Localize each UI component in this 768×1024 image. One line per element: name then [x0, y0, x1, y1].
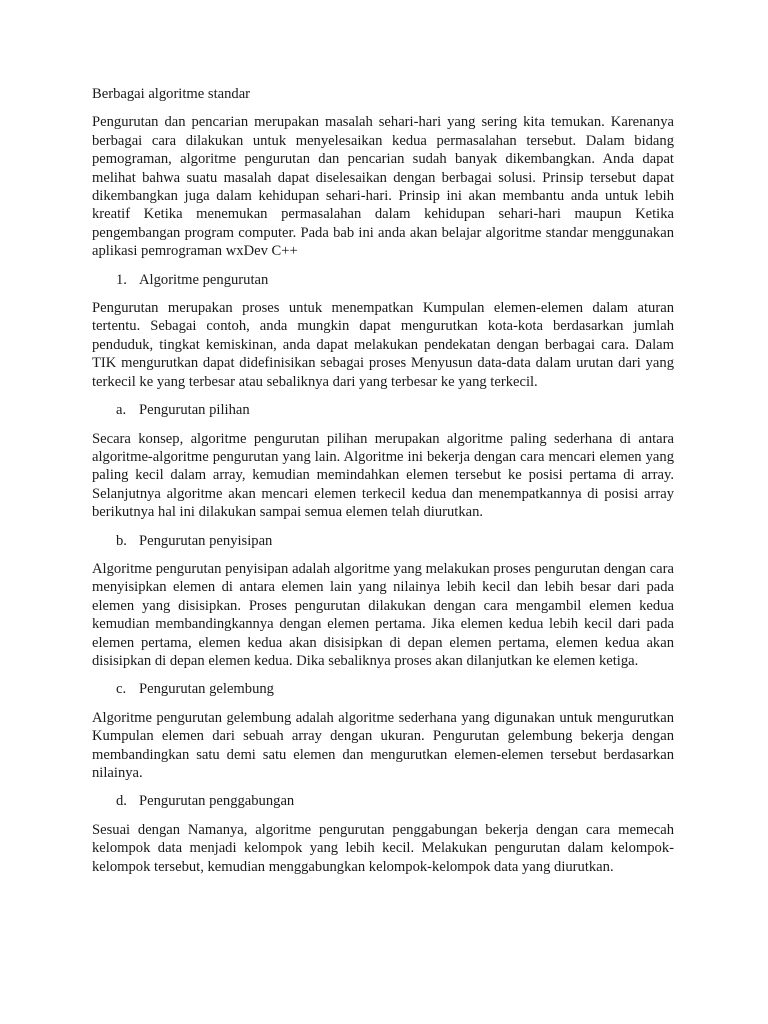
subsection-heading-penggabungan [92, 792, 674, 810]
subsection-paragraph: Algoritme pengurutan gelembung adalah algoritme sederhana yang digunakan untuk mengurutkan Kumpulan elemen dari sebuah array dengan ukuran. Pengurutan gelembung bekerja dengan membandingkan satu demi satu elemen dan mengurutkan elemen-elemen tersebut berdasarkan nilainya. [92, 709, 674, 781]
subsection-heading-penyisipan [92, 532, 674, 550]
subsection-marker: c. [116, 681, 127, 698]
document-title: Berbagai algoritme standar [92, 86, 251, 102]
subsection-marker: d. [116, 793, 127, 810]
subsection-heading-pilihan [92, 401, 674, 419]
document-page [92, 85, 674, 886]
section-paragraph: Pengurutan merupakan proses untuk menempatkan Kumpulan elemen-elemen dalam aturan tertentu. Sebagai contoh, anda mungkin dapat mengurutkan kota-kota berdasarkan jumlah penduduk, tingkat kemiskinan, anda dapat melakukan pendekatan dengan berbagai cara. Dalam TIK mengurutkan dapat didefinisikan sebagai proses Menyusun data-data dalam urutan dari yang terkecil ke yang terbesar atau sebaliknya dari yang terbesar ke yang terkecil. [92, 300, 674, 390]
subsection-paragraph: Sesuai dengan Namanya, algoritme pengurutan penggabungan bekerja dengan cara memecah kelompok data menjadi kelompok yang lebih kecil. Melakukan pengurutan dalam kelompok-kelompok tersebut, kemudian menggabungkan kelompok-kelompok data yang diurutkan. [92, 821, 674, 875]
subsection-heading-text: Pengurutan penggabungan [139, 793, 295, 810]
subsection-paragraph: Secara konsep, algoritme pengurutan pilihan merupakan algoritme paling sederhana di antara algoritme-algoritme pengurutan yang lain. Algoritme ini bekerja dengan cara mencari elemen yang paling kecil dalam array, kemudian memindahkan elemen tersebut ke posisi pertama di array. Selanjutnya algoritme akan mencari elemen terkecil kedua dan menempatkannya di posisi array berikutnya hal ini dilakukan sampai semua elemen telah diurutkan. [92, 430, 674, 521]
subsection-marker: a. [116, 402, 127, 419]
subsection-marker: b. [116, 532, 127, 549]
subsection-heading-text: Pengurutan gelembung [139, 681, 274, 698]
section-heading-algoritme-pengurutan [92, 271, 674, 289]
section-heading-text: Algoritme pengurutan [139, 271, 269, 288]
subsection-heading-text: Pengurutan penyisipan [139, 532, 273, 549]
subsection-heading-gelembung [92, 680, 674, 698]
section-number: 1. [116, 271, 127, 288]
subsection-paragraph: Algoritme pengurutan penyisipan adalah algoritme yang melakukan proses pengurutan dengan cara menyisipkan elemen di antara elemen lain yang nilainya lebih kecil dan lebih besar dari pada elemen yang disisipkan. Proses pengurutan dilakukan dengan cara mengambil elemen kedua kemudian membandingkannya dengan elemen pertama. Jika elemen kedua lebih kecil dari pada elemen pertama, elemen kedua akan disisipkan di depan elemen pertama, elemen kedua akan disisipkan di depan elemen kedua. Dika sebaliknya proses akan dilanjutkan ke elemen ketiga. [92, 560, 674, 669]
subsection-heading-text: Pengurutan pilihan [139, 402, 250, 419]
intro-paragraph: Pengurutan dan pencarian merupakan masalah sehari-hari yang sering kita temukan. Karenanya berbagai cara dilakukan untuk menyelesaikan kedua permasalahan tersebut. Dalam bidang pemograman, algoritme pengurutan dan pencarian sudah banyak dikembangkan. Anda dapat melihat bahwa suatu masalah dapat diselesaikan dengan berbagai solusi. Prinsip tersebut dapat dikembangkan juga dalam kehidupan sehari-hari. Prinsip ini akan membantu anda untuk lebih kreatif Ketika menemukan permasalahan dalam kehidupan sehari-hari maupun Ketika pengembangan program computer. Pada bab ini anda akan belajar algoritme standar menggunakan aplikasi pemrograman wxDev C++ [92, 114, 674, 260]
